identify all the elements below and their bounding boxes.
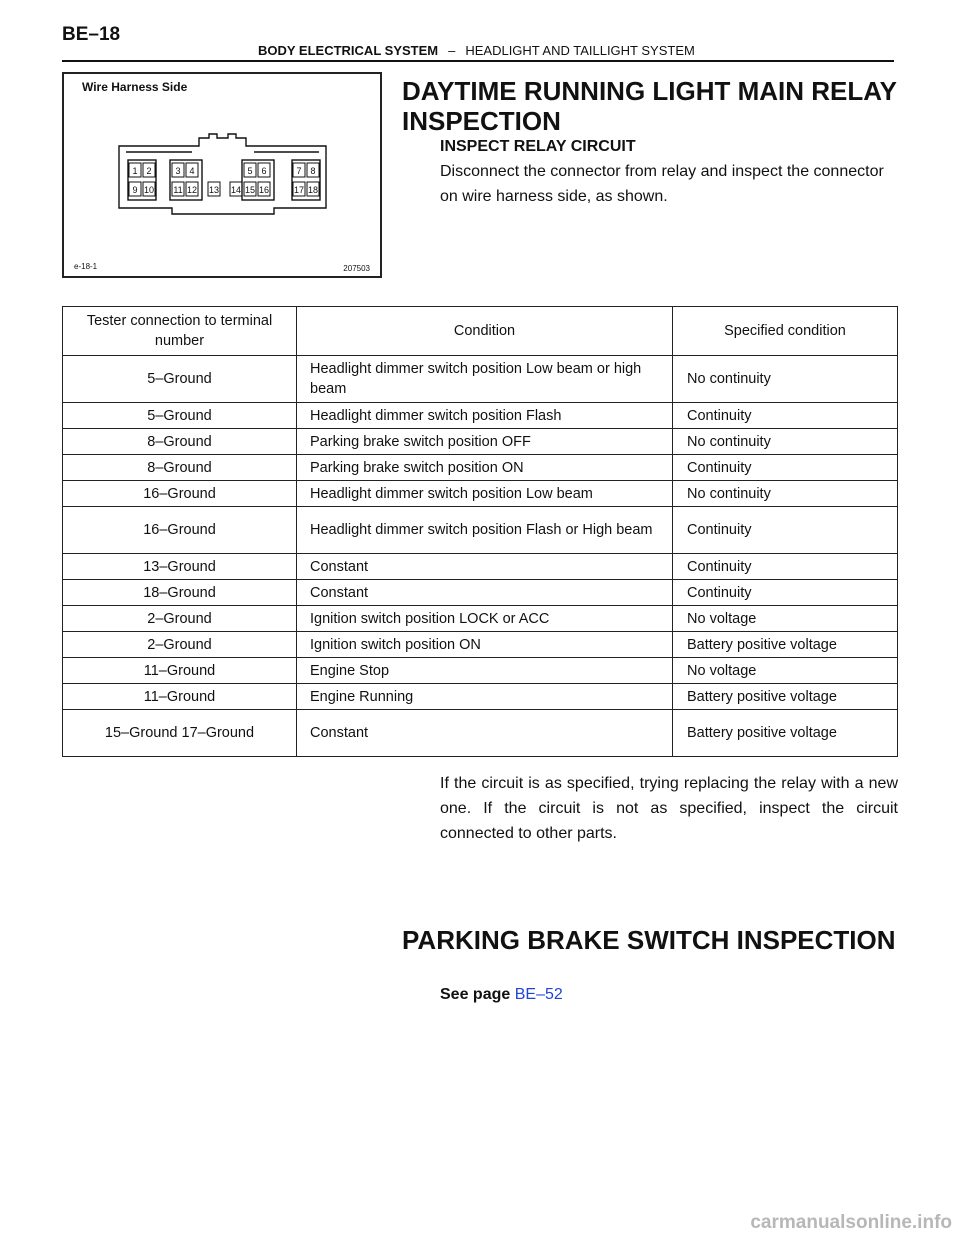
page-number: BE–18 bbox=[62, 24, 121, 45]
cell-specified: Continuity bbox=[673, 507, 898, 554]
header-specified-condition: Specified condition bbox=[673, 307, 898, 356]
cell-terminal: 8–Ground bbox=[63, 455, 297, 481]
table-row bbox=[63, 606, 898, 632]
header-tester-connection: Tester connection to terminal number bbox=[63, 307, 297, 356]
connector-pin-label: 10 bbox=[143, 185, 155, 195]
cell-terminal: 2–Ground bbox=[63, 632, 297, 658]
cell-specified: Battery positive voltage bbox=[673, 710, 898, 757]
cell-condition: Parking brake switch position ON bbox=[297, 455, 673, 481]
figure-id: e-18-1 bbox=[74, 262, 98, 271]
cell-condition: Ignition switch position LOCK or ACC bbox=[297, 606, 673, 632]
cell-condition: Parking brake switch position OFF bbox=[297, 429, 673, 455]
table-row bbox=[63, 684, 898, 710]
connector-pin-label: 8 bbox=[310, 166, 316, 176]
cell-terminal: 5–Ground bbox=[63, 356, 297, 403]
header-condition: Condition bbox=[297, 307, 673, 356]
subhead-inspect-relay-circuit: INSPECT RELAY CIRCUIT bbox=[440, 138, 636, 155]
connector-pin-label: 17 bbox=[293, 185, 305, 195]
connector-diagram bbox=[64, 74, 382, 278]
section-title-parking-brake: PARKING BRAKE SWITCH INSPECTION bbox=[402, 925, 896, 955]
instruction-text: Disconnect the connector from relay and inspect the connector on wire harness side, as shown. bbox=[440, 163, 884, 205]
cell-terminal: 11–Ground bbox=[63, 658, 297, 684]
cell-specified: No continuity bbox=[673, 356, 898, 403]
cell-condition: Headlight dimmer switch position Flash or High beam bbox=[297, 507, 673, 554]
table-row bbox=[63, 507, 898, 554]
header-rule bbox=[62, 60, 894, 62]
cell-condition: Headlight dimmer switch position Low beam or high beam bbox=[297, 356, 673, 403]
header-section: HEADLIGHT AND TAILLIGHT SYSTEM bbox=[465, 43, 695, 58]
table-row bbox=[63, 658, 898, 684]
table-row bbox=[63, 710, 898, 757]
connector-pin-label: 14 bbox=[230, 185, 242, 195]
cell-specified: Battery positive voltage bbox=[673, 684, 898, 710]
cell-specified: No continuity bbox=[673, 481, 898, 507]
cell-condition: Headlight dimmer switch position Flash bbox=[297, 403, 673, 429]
table-header-row bbox=[63, 307, 898, 356]
cell-specified: Continuity bbox=[673, 580, 898, 606]
connector-pin-label: 13 bbox=[208, 185, 220, 195]
table-row bbox=[63, 632, 898, 658]
cell-condition: Engine Stop bbox=[297, 658, 673, 684]
cell-terminal: 15–Ground 17–Ground bbox=[63, 710, 297, 757]
connector-pin-label: 6 bbox=[261, 166, 267, 176]
cell-condition: Constant bbox=[297, 580, 673, 606]
table-row bbox=[63, 455, 898, 481]
connector-pin-label: 9 bbox=[132, 185, 138, 195]
header-system: BODY ELECTRICAL SYSTEM bbox=[258, 43, 439, 58]
cell-specified: No voltage bbox=[673, 606, 898, 632]
cell-condition: Headlight dimmer switch position Low beam bbox=[297, 481, 673, 507]
cell-terminal: 8–Ground bbox=[63, 429, 297, 455]
see-page-link[interactable]: BE–52 bbox=[514, 986, 563, 1003]
cell-specified: No voltage bbox=[673, 658, 898, 684]
cell-specified: Continuity bbox=[673, 403, 898, 429]
connector-figure bbox=[62, 72, 382, 278]
table-row bbox=[63, 403, 898, 429]
cell-condition: Constant bbox=[297, 554, 673, 580]
connector-pin-label: 18 bbox=[307, 185, 319, 195]
table-row bbox=[63, 356, 898, 403]
figure-code: 207503 bbox=[343, 264, 370, 273]
connector-pin-label: 3 bbox=[175, 166, 181, 176]
cell-condition: Ignition switch position ON bbox=[297, 632, 673, 658]
connector-pin-label: 12 bbox=[186, 185, 198, 195]
cell-terminal: 11–Ground bbox=[63, 684, 297, 710]
connector-pin-label: 11 bbox=[173, 185, 183, 195]
connector-pin-label: 16 bbox=[258, 185, 270, 195]
table-row bbox=[63, 481, 898, 507]
see-page-label: See page bbox=[440, 986, 511, 1003]
cell-terminal: 18–Ground bbox=[63, 580, 297, 606]
watermark: carmanualsonline.info bbox=[750, 1212, 952, 1233]
header-separator: – bbox=[448, 43, 456, 58]
table-row bbox=[63, 429, 898, 455]
cell-terminal: 16–Ground bbox=[63, 481, 297, 507]
cell-terminal: 2–Ground bbox=[63, 606, 297, 632]
cell-terminal: 5–Ground bbox=[63, 403, 297, 429]
cell-specified: Continuity bbox=[673, 455, 898, 481]
cell-terminal: 13–Ground bbox=[63, 554, 297, 580]
table-row bbox=[63, 554, 898, 580]
running-header bbox=[258, 43, 695, 58]
cell-specified: No continuity bbox=[673, 429, 898, 455]
inspection-table bbox=[62, 306, 898, 757]
connector-pin-label: 4 bbox=[189, 166, 195, 176]
connector-pin-label: 2 bbox=[146, 166, 152, 176]
connector-pin-label: 1 bbox=[132, 166, 138, 176]
figure-title: Wire Harness Side bbox=[82, 80, 188, 94]
cell-specified: Continuity bbox=[673, 554, 898, 580]
connector-pin-label: 15 bbox=[244, 185, 256, 195]
see-page-reference bbox=[440, 986, 563, 1004]
cell-condition: Engine Running bbox=[297, 684, 673, 710]
cell-specified: Battery positive voltage bbox=[673, 632, 898, 658]
result-note: If the circuit is as specified, trying replacing the relay with a new one. If the circuit is not as specified, inspect the circuit connected to other parts. bbox=[440, 775, 898, 842]
table-row bbox=[63, 580, 898, 606]
cell-terminal: 16–Ground bbox=[63, 507, 297, 554]
section-title-drl-relay: DAYTIME RUNNING LIGHT MAIN RELAY INSPECTION bbox=[402, 76, 897, 136]
connector-pin-label: 5 bbox=[247, 166, 253, 176]
cell-condition: Constant bbox=[297, 710, 673, 757]
connector-pin-label: 7 bbox=[296, 166, 302, 176]
